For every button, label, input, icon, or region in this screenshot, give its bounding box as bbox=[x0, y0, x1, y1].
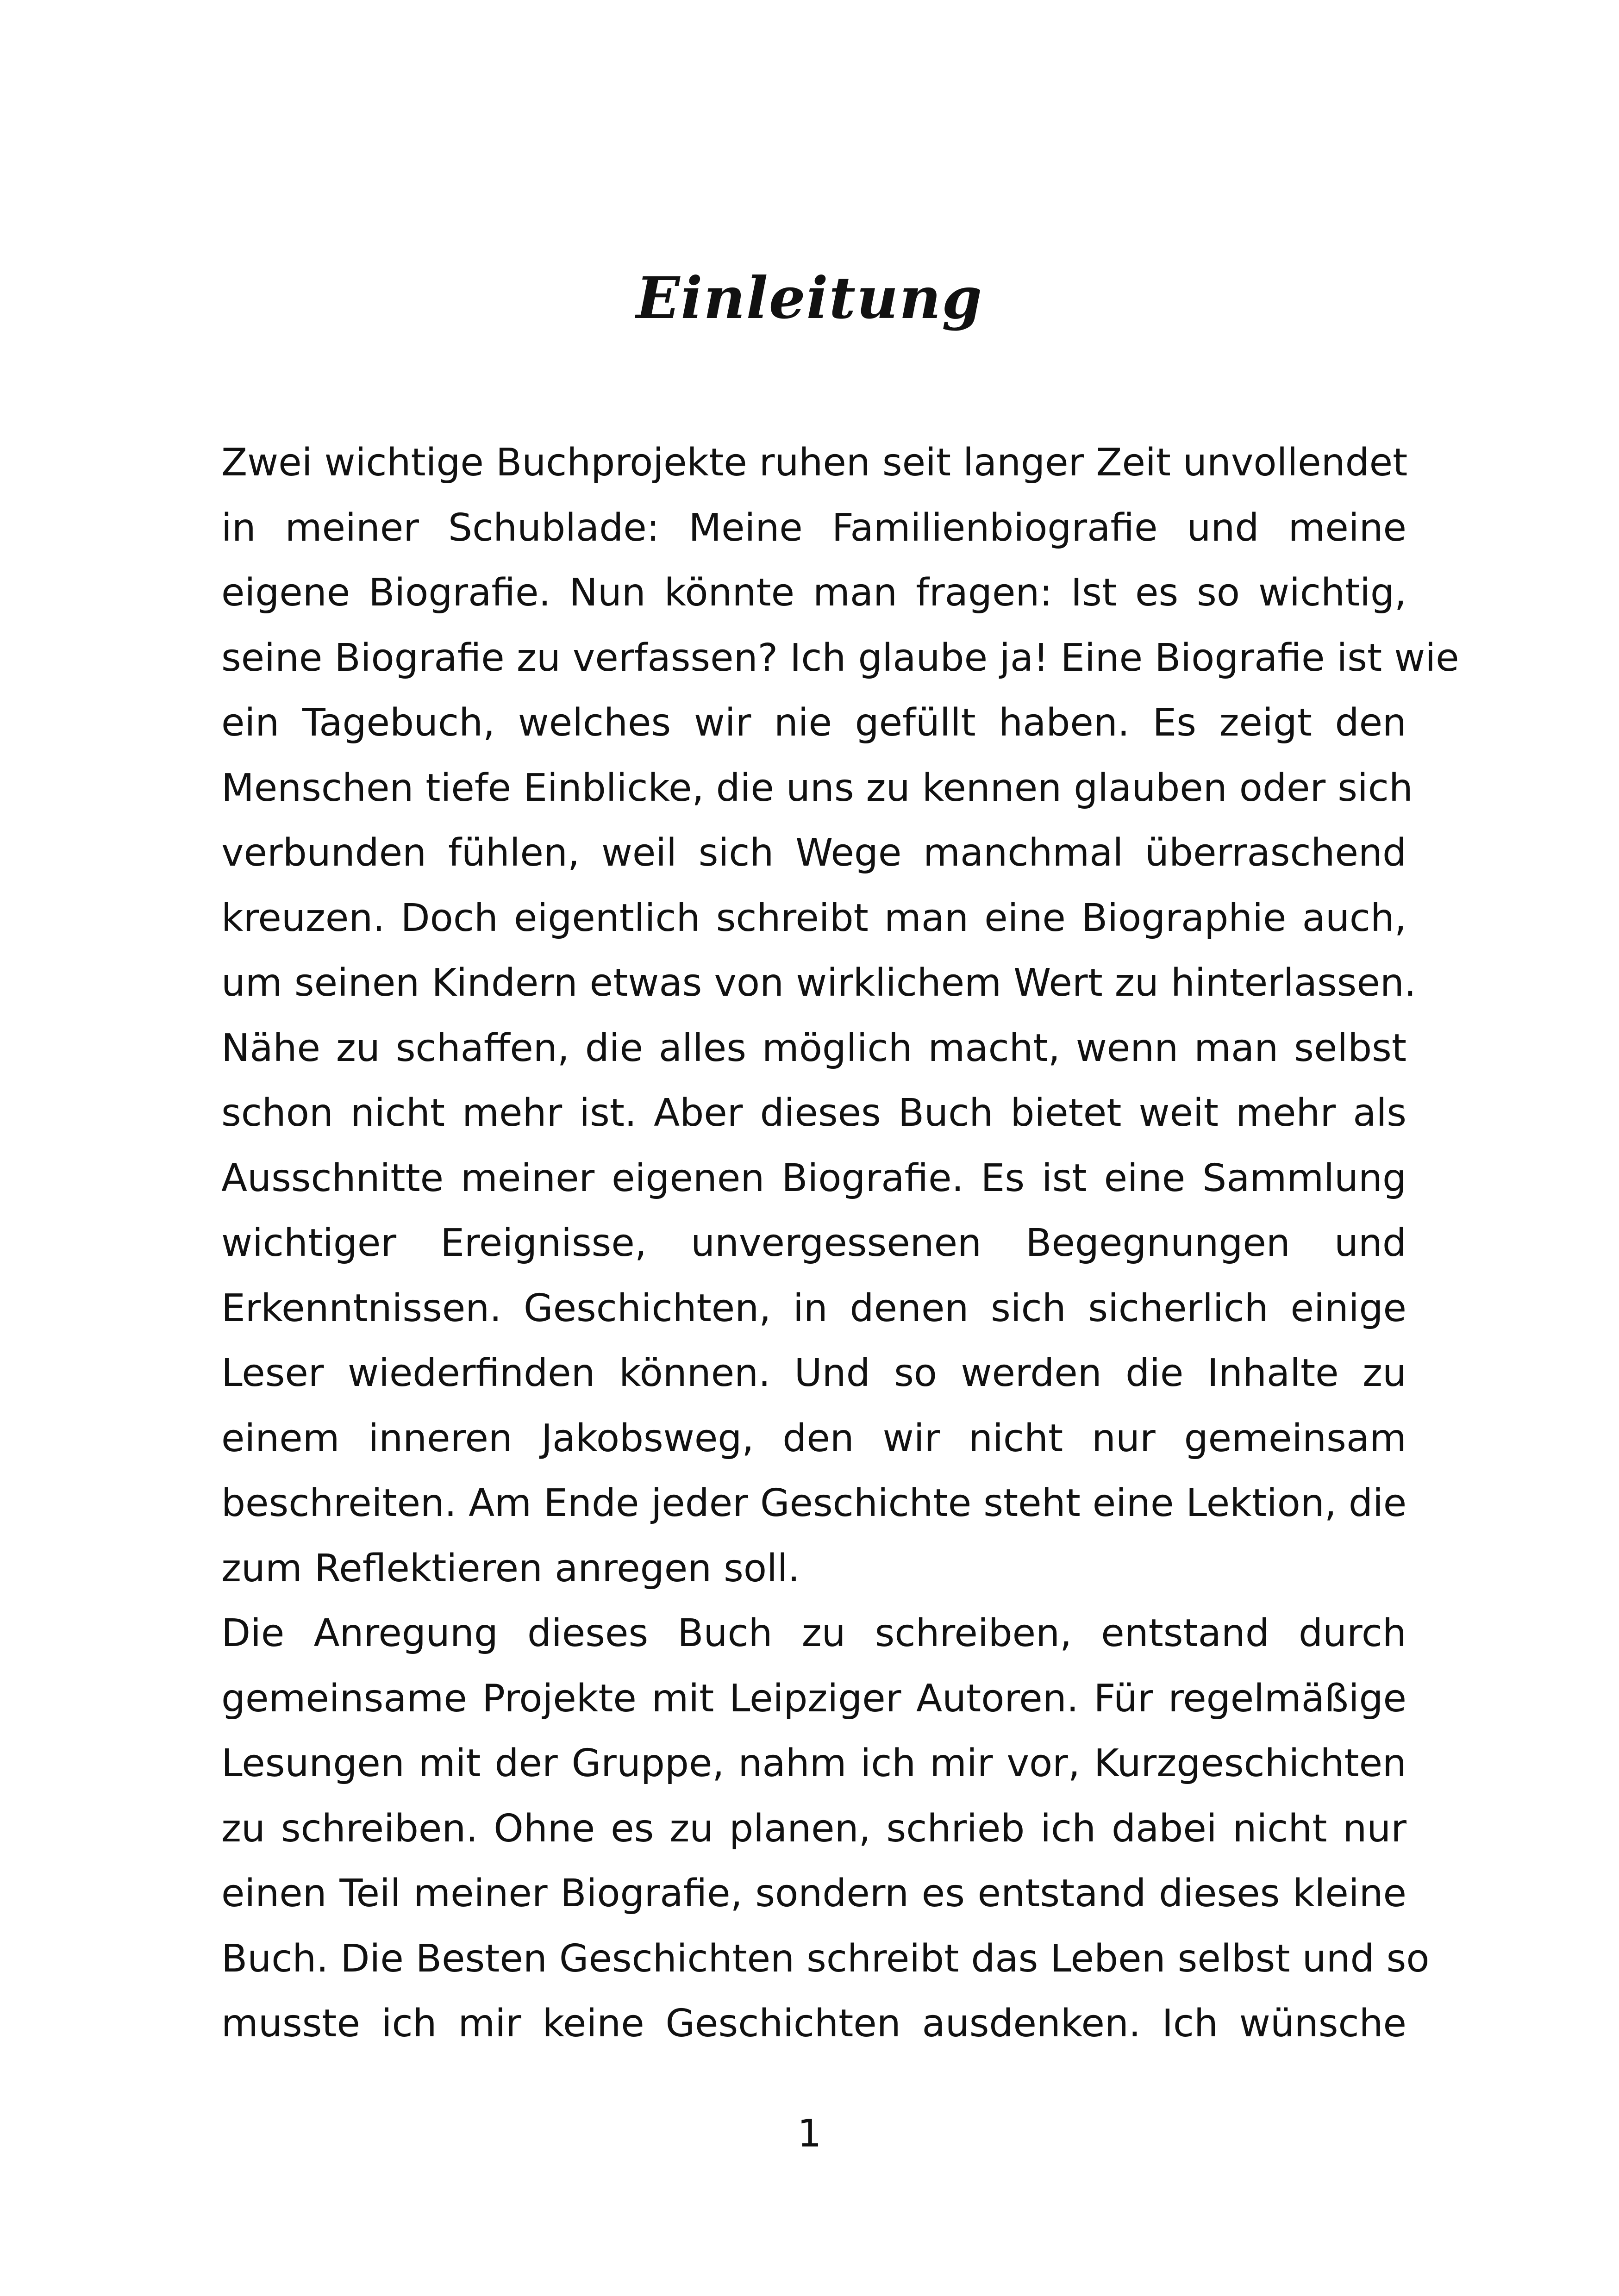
text-line: Menschen tiefe Einblicke, die uns zu kennen glauben oder sich bbox=[221, 766, 1413, 810]
text-line: ein Tagebuch, welches wir nie gefüllt haben. Es zeigt den bbox=[221, 701, 1406, 745]
text-line: schon nicht mehr ist. Aber dieses Buch bietet weit mehr als bbox=[221, 1091, 1406, 1135]
text-line: Nähe zu schaffen, die alles möglich macht, wenn man selbst bbox=[221, 1026, 1406, 1070]
text-line: einen Teil meiner Biografie, sondern es entstand dieses kleine bbox=[221, 1872, 1406, 1915]
text-line: Zwei wichtige Buchprojekte ruhen seit langer Zeit unvollendet bbox=[221, 441, 1408, 485]
text-line: zum Reflektieren anregen soll. bbox=[221, 1546, 800, 1591]
text-line: einem inneren Jakobsweg, den wir nicht nur gemeinsam bbox=[221, 1416, 1406, 1460]
body-text bbox=[221, 430, 1459, 2057]
text-line: Ausschnitte meiner eigenen Biografie. Es ist eine Sammlung bbox=[221, 1156, 1406, 1200]
text-line: eigene Biografie. Nun könnte man fragen: Ist es so wichtig, bbox=[221, 571, 1406, 615]
text-line: um seinen Kindern etwas von wirklichem Wert zu hinterlassen. bbox=[221, 961, 1416, 1005]
text-line: Erkenntnissen. Geschichten, in denen sich sicherlich einige bbox=[221, 1286, 1406, 1330]
text-line: wichtiger Ereignisse, unvergessenen Begegnungen und bbox=[221, 1221, 1406, 1265]
text-line: zu schreiben. Ohne es zu planen, schrieb ich dabei nicht nur bbox=[221, 1806, 1406, 1851]
page-title: Einleitung bbox=[636, 265, 983, 332]
text-line: Buch. Die Besten Geschichten schreibt das Leben selbst und so bbox=[221, 1936, 1430, 1981]
text-line: Die Anregung dieses Buch zu schreiben, entstand durch bbox=[221, 1611, 1406, 1655]
text-line: beschreiten. Am Ende jeder Geschichte steht eine Lektion, die bbox=[221, 1481, 1407, 1525]
text-line: verbunden fühlen, weil sich Wege manchmal überraschend bbox=[221, 831, 1406, 875]
text-line: musste ich mir keine Geschichten ausdenken. Ich wünsche bbox=[221, 2002, 1406, 2046]
text-line: gemeinsame Projekte mit Leipziger Autoren. Für regelmäßige bbox=[221, 1676, 1406, 1721]
page-number: 1 bbox=[797, 2112, 822, 2156]
text-line: Leser wiederfinden können. Und so werden die Inhalte zu bbox=[221, 1351, 1406, 1395]
text-line: kreuzen. Doch eigentlich schreibt man eine Biographie auch, bbox=[221, 896, 1406, 940]
text-line: in meiner Schublade: Meine Familienbiografie und meine bbox=[221, 505, 1406, 550]
text-line: seine Biografie zu verfassen? Ich glaube ja! Eine Biografie ist wie bbox=[221, 636, 1459, 680]
text-line: Lesungen mit der Gruppe, nahm ich mir vor, Kurzgeschichten bbox=[221, 1741, 1406, 1785]
